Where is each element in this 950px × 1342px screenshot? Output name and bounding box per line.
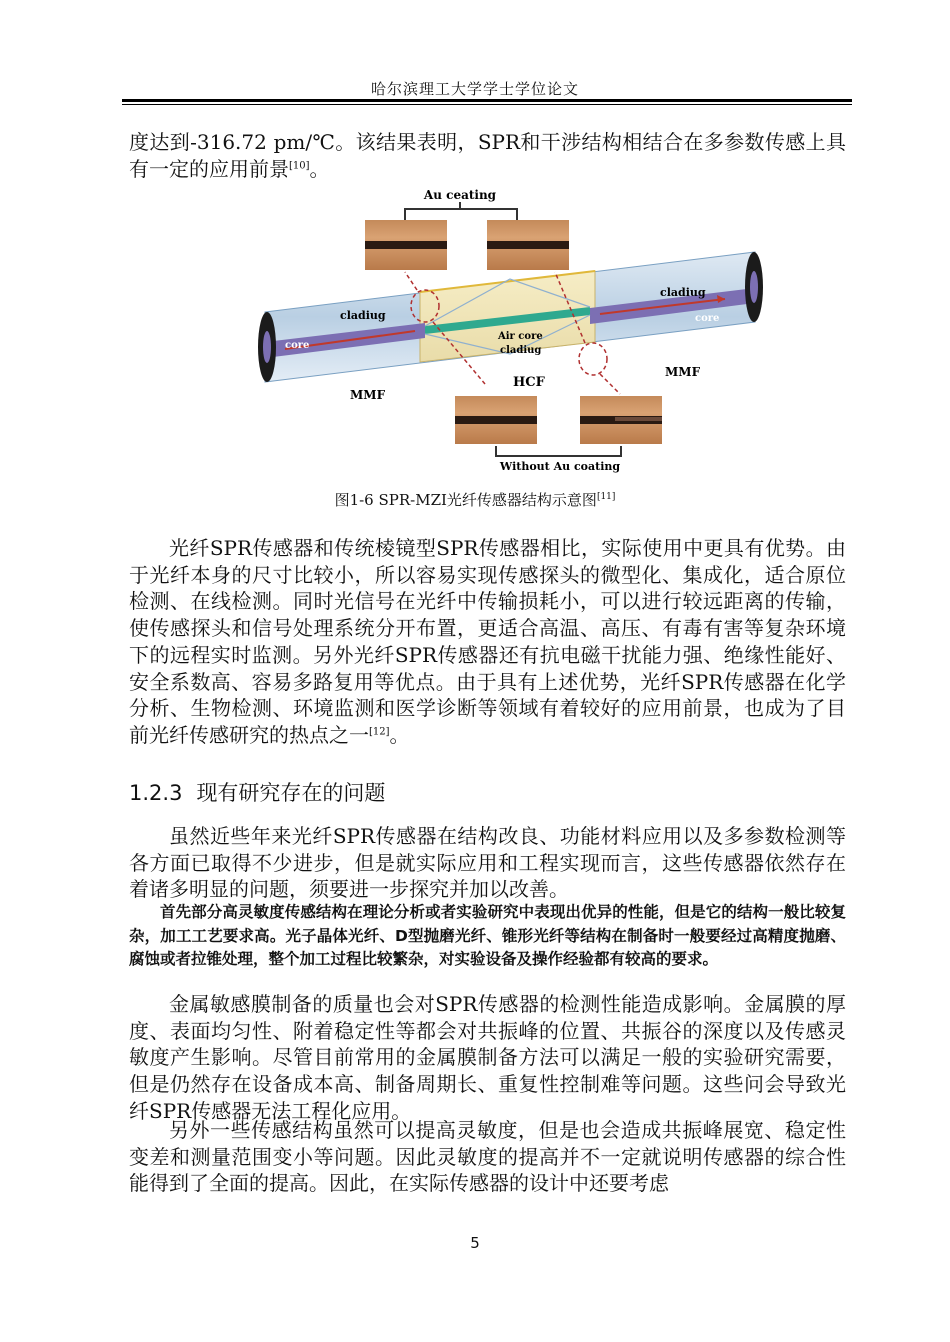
caption-citation: [11] bbox=[596, 492, 616, 502]
mmf-right-label: MMF bbox=[665, 365, 701, 379]
core-left-label: core bbox=[285, 340, 310, 351]
cladding-left-label: cladiug bbox=[340, 309, 386, 322]
paragraph-advantages bbox=[129, 535, 846, 749]
paragraph-end: 。 bbox=[389, 722, 410, 747]
paragraph-intro bbox=[129, 129, 846, 182]
page-number: 5 bbox=[470, 1234, 480, 1252]
citation: [12] bbox=[369, 726, 390, 738]
cladding-center-label: cladiug bbox=[500, 345, 542, 356]
fiber-sensor-diagram bbox=[255, 184, 775, 474]
fiber-tube bbox=[258, 252, 763, 382]
caption-text: 图1-6 SPR-MZI光纤传感器结构示意图 bbox=[334, 491, 597, 509]
figure-caption bbox=[0, 489, 950, 510]
micrograph-bottom-left bbox=[455, 396, 537, 444]
au-coating-label: Au ceating bbox=[423, 188, 497, 202]
header-rule-thick bbox=[122, 99, 852, 102]
header-title: 哈尔滨理工大学学士学位论文 bbox=[370, 80, 579, 98]
top-bracket bbox=[405, 209, 517, 220]
micrograph-top-left bbox=[365, 220, 447, 270]
hcf-label: HCF bbox=[513, 375, 545, 390]
mmf-left-label: MMF bbox=[350, 388, 386, 402]
paragraph-text: 光纤SPR传感器和传统棱镜型SPR传感器相比，实际使用中更具有优势。由于光纤本身的尺寸比较小，所以容易实现传感探头的微型化、集成化，适合原位检测、在线检测。同时光信号在光纤中传输损耗小，可以进行较远距离的传输，使传感探头和信号处理系统分开布置，更适合高温、高压、有毒有害等复杂环境下的远程实时监测。另外光纤SPR传感器还有抗电磁干扰能力强、绝缘性能好、安全系数高、容易多路复用等优点。由于具有上述优势，光纤SPR传感器在化学分析、生物检测、环境监测和医学诊断等领域有着较好的应用前景，也成为了目前光纤传感研究的热点之一 bbox=[129, 536, 846, 747]
micrograph-top-right bbox=[487, 220, 569, 270]
air-core-label: Air core bbox=[498, 331, 543, 342]
paragraph-structure-complexity: 首先部分高灵敏度传感结构在理论分析或者实验研究中表现出优异的性能，但是它的结构一般比较复杂，加工工艺要求高。光子晶体光纤、D型抛磨光纤、锥形光纤等结构在制备时一般要经过高精度抛磨、腐蚀或者拉锥处理，整个加工过程比较繁杂，对实验设备及操作经验都有较高的要求。 bbox=[129, 903, 846, 968]
paragraph-end: 。 bbox=[309, 156, 330, 181]
paragraph-sensitivity: 另外一些传感结构虽然可以提高灵敏度，但是也会造成共振峰展宽、稳定性变差和测量范围变小等问题。因此灵敏度的提高并不一定就说明传感器的综合性能得到了全面的提高。因此，在实际传感器的设计中还要考虑 bbox=[129, 1118, 846, 1196]
citation: [10] bbox=[289, 160, 310, 172]
micrograph-bottom-right bbox=[580, 396, 662, 444]
without-au-label: Without Au coating bbox=[499, 460, 621, 473]
bottom-bracket bbox=[496, 446, 621, 456]
section-heading bbox=[129, 777, 385, 807]
paragraph-metal-film: 金属敏感膜制备的质量也会对SPR传感器的检测性能造成影响。金属膜的厚度、表面均匀性、附着稳定性等都会对共振峰的位置、共振谷的深度以及传感灵敏度产生影响。尽管目前常用的金属膜制备方法可以满足一般的实验研究需要，但是仍然存在设备成本高、制备周期长、重复性控制难等问题。这些问会导致光纤SPR传感器无法工程化应用。 bbox=[129, 992, 846, 1123]
paragraph-problems-intro: 虽然近些年来光纤SPR传感器在结构改良、功能材料应用以及多参数检测等各方面已取得不少进步，但是就实际应用和工程实现而言，这些传感器依然存在着诸多明显的问题，须要进一步探究并加以改善。 bbox=[129, 824, 846, 902]
header-rule-thin bbox=[122, 104, 852, 105]
section-title: 现有研究存在的问题 bbox=[196, 781, 386, 805]
paragraph-text: 度达到-316.72 pm/℃。该结果表明，SPR和干涉结构相结合在多参数传感上具有一定的应用前景 bbox=[129, 130, 846, 181]
cladding-right-label: cladiug bbox=[660, 286, 706, 299]
section-number: 1.2.3 bbox=[129, 781, 183, 805]
detail-circle-right bbox=[579, 343, 607, 375]
core-right-label: core bbox=[695, 313, 720, 324]
